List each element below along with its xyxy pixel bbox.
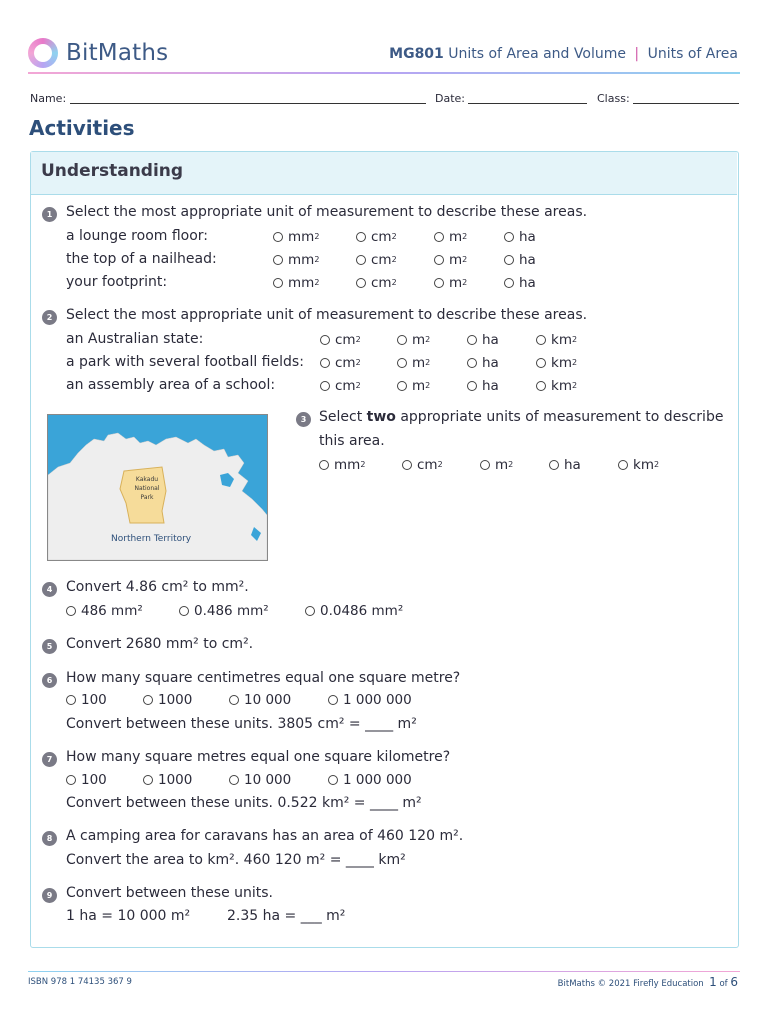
unit-label: ha <box>482 378 499 394</box>
radio-icon[interactable] <box>549 460 559 470</box>
unit-label: ha <box>482 332 499 348</box>
q1-option-cm2[interactable]: cm 2 <box>356 229 397 245</box>
unit-label: km <box>633 457 654 473</box>
q3-option-cm2[interactable]: cm 2 <box>402 457 443 473</box>
question-number-7: 7 <box>42 752 57 767</box>
unit-label: ha <box>482 355 499 371</box>
q4-option[interactable] <box>305 603 403 619</box>
question-9-ask: 2.35 ha = ___ m² <box>227 908 346 924</box>
q2-option-m2[interactable]: m 2 <box>397 378 430 394</box>
question-number-3: 3 <box>296 412 311 427</box>
unit-label: cm <box>335 332 356 348</box>
unit-label: cm <box>371 275 392 291</box>
unit-label: m <box>449 229 463 245</box>
q2-option-ha[interactable] <box>467 378 499 394</box>
q1-option-mm2[interactable]: mm 2 <box>273 275 319 291</box>
radio-icon[interactable] <box>143 775 153 785</box>
radio-icon[interactable] <box>504 232 514 242</box>
class-label: Class: <box>597 92 630 105</box>
radio-icon[interactable] <box>536 381 546 391</box>
unit-label: mm <box>288 229 315 245</box>
radio-icon[interactable] <box>66 695 76 705</box>
park-label-line: Kakadu <box>135 476 159 483</box>
radio-icon[interactable] <box>143 695 153 705</box>
q4-option[interactable] <box>179 603 269 619</box>
radio-icon[interactable] <box>397 358 407 368</box>
question-8-convert: Convert the area to km². 460 120 m² = ____ km² <box>66 852 406 868</box>
q3-option-mm2[interactable]: mm 2 <box>319 457 365 473</box>
unit-label: m <box>449 252 463 268</box>
question-7-text: How many square metres equal one square kilometre? <box>66 749 451 765</box>
option-label: 10 000 <box>244 692 292 708</box>
q1-option-m2[interactable]: m 2 <box>434 275 467 291</box>
radio-icon[interactable] <box>320 381 330 391</box>
unit-title: Units of Area and Volume <box>448 46 626 62</box>
option-label: 0.0486 mm² <box>320 603 404 619</box>
unit-label: cm <box>371 252 392 268</box>
radio-icon[interactable] <box>397 381 407 391</box>
question-1-text: Select the most appropriate unit of measurement to describe these areas. <box>66 204 588 220</box>
q1-option-mm2[interactable]: mm 2 <box>273 229 319 245</box>
q1-row-label: your footprint: <box>66 274 168 290</box>
radio-icon[interactable] <box>320 335 330 345</box>
radio-icon[interactable] <box>434 255 444 265</box>
question-number-6: 6 <box>42 673 57 688</box>
radio-icon[interactable] <box>229 695 239 705</box>
q2-option-m2[interactable]: m 2 <box>397 332 430 348</box>
question-2-text: Select the most appropriate unit of measurement to describe these areas. <box>66 307 588 323</box>
q2-option-m2[interactable]: m 2 <box>397 355 430 371</box>
question-number-4: 4 <box>42 582 57 597</box>
question-number-8: 8 <box>42 831 57 846</box>
name-field[interactable] <box>70 103 426 104</box>
q1-option-mm2[interactable]: mm 2 <box>273 252 319 268</box>
question-number-9: 9 <box>42 888 57 903</box>
question-3-text-line2: this area. <box>319 433 385 449</box>
class-field[interactable] <box>633 103 739 104</box>
radio-icon[interactable] <box>536 358 546 368</box>
q7-option[interactable] <box>328 772 412 788</box>
q4-option[interactable] <box>66 603 143 619</box>
q6-option[interactable] <box>229 692 291 708</box>
option-label: 1000 <box>158 692 193 708</box>
radio-icon[interactable] <box>467 335 477 345</box>
unit-label: cm <box>335 355 356 371</box>
q1-row-label: a lounge room floor: <box>66 228 209 244</box>
date-field[interactable] <box>468 103 587 104</box>
page-total: 6 <box>730 975 738 989</box>
page-number: 1 <box>709 975 717 989</box>
q7-option[interactable] <box>66 772 107 788</box>
q1-option-cm2[interactable]: cm 2 <box>356 252 397 268</box>
radio-icon[interactable] <box>504 255 514 265</box>
bitmaths-logo <box>28 36 168 70</box>
unit-label: cm <box>417 457 438 473</box>
footer-divider <box>28 971 740 972</box>
radio-icon[interactable] <box>273 255 283 265</box>
region-label: Northern Territory <box>111 534 192 544</box>
unit-label: ha <box>519 252 536 268</box>
isbn: ISBN 978 1 74135 367 9 <box>28 977 132 987</box>
q3-text-part: Select <box>319 409 367 425</box>
kakadu-map <box>47 414 268 561</box>
question-9-given: 1 ha = 10 000 m² <box>66 908 191 924</box>
radio-icon[interactable] <box>229 775 239 785</box>
question-4-text: Convert 4.86 cm² to mm². <box>66 579 249 595</box>
q2-row-label: an assembly area of a school: <box>66 377 276 393</box>
unit-label: m <box>412 332 426 348</box>
q3-emphasis: two <box>366 409 396 425</box>
q2-option-km2[interactable]: km 2 <box>536 332 577 348</box>
date-label: Date: <box>435 92 465 105</box>
unit-label: ha <box>564 457 581 473</box>
question-7-convert: Convert between these units. 0.522 km² = ____ m² <box>66 795 422 811</box>
option-label: 486 mm² <box>81 603 143 619</box>
q1-option-ha[interactable] <box>504 275 536 291</box>
unit-label: cm <box>335 378 356 394</box>
q2-row-label: a park with several football fields: <box>66 354 304 370</box>
park-label-line: Park <box>140 494 154 501</box>
page-title: Activities <box>29 116 135 140</box>
unit-label: km <box>551 355 572 371</box>
radio-icon[interactable] <box>179 606 189 616</box>
section-title: Understanding <box>41 161 184 181</box>
unit-label: m <box>449 275 463 291</box>
header-divider <box>28 72 740 74</box>
q3-option-ha[interactable] <box>549 457 581 473</box>
q1-row-label: the top of a nailhead: <box>66 251 217 267</box>
question-3-text <box>319 409 723 425</box>
radio-icon[interactable] <box>273 232 283 242</box>
option-label: 10 000 <box>244 772 292 788</box>
radio-icon[interactable] <box>397 335 407 345</box>
unit-label: m <box>412 378 426 394</box>
unit-label: mm <box>334 457 361 473</box>
radio-icon[interactable] <box>356 232 366 242</box>
course-code: MG801 <box>389 46 444 62</box>
topic-title: Units of Area <box>647 46 738 62</box>
radio-icon[interactable] <box>66 606 76 616</box>
radio-icon[interactable] <box>536 335 546 345</box>
question-6-text: How many square centimetres equal one square metre? <box>66 670 461 686</box>
q3-option-km2[interactable]: km 2 <box>618 457 659 473</box>
header-separator: | <box>634 46 640 62</box>
radio-icon[interactable] <box>467 358 477 368</box>
radio-icon[interactable] <box>328 695 338 705</box>
logo-text: BitMaths <box>66 40 169 66</box>
option-label: 100 <box>81 772 107 788</box>
q6-option[interactable] <box>66 692 107 708</box>
unit-label: mm <box>288 275 315 291</box>
q2-option-km2[interactable]: km 2 <box>536 378 577 394</box>
name-label: Name: <box>30 92 67 105</box>
unit-label: m <box>412 355 426 371</box>
logo-ring-icon <box>28 38 58 68</box>
unit-label: cm <box>371 229 392 245</box>
q2-option-cm2[interactable]: cm 2 <box>320 355 361 371</box>
unit-label: mm <box>288 252 315 268</box>
q2-option-ha[interactable] <box>467 332 499 348</box>
radio-icon[interactable] <box>356 255 366 265</box>
page-of: of <box>719 979 728 989</box>
radio-icon[interactable] <box>66 775 76 785</box>
unit-label: ha <box>519 275 536 291</box>
radio-icon[interactable] <box>356 278 366 288</box>
radio-icon[interactable] <box>618 460 628 470</box>
option-label: 1 000 000 <box>343 692 412 708</box>
q1-option-ha[interactable] <box>504 229 536 245</box>
radio-icon[interactable] <box>434 232 444 242</box>
option-label: 1 000 000 <box>343 772 412 788</box>
park-label-line: National <box>134 485 160 492</box>
question-5-text: Convert 2680 mm² to cm². <box>66 636 254 652</box>
q6-option[interactable] <box>143 692 192 708</box>
q1-option-ha[interactable] <box>504 252 536 268</box>
copyright: BitMaths © 2021 Firefly Education <box>557 979 704 989</box>
q6-option[interactable] <box>328 692 412 708</box>
radio-icon[interactable] <box>434 278 444 288</box>
radio-icon[interactable] <box>320 358 330 368</box>
park-label <box>129 475 165 502</box>
q2-row-label: an Australian state: <box>66 331 204 347</box>
question-number-2: 2 <box>42 310 57 325</box>
radio-icon[interactable] <box>402 460 412 470</box>
radio-icon[interactable] <box>467 381 477 391</box>
unit-label: ha <box>519 229 536 245</box>
q1-option-m2[interactable]: m 2 <box>434 252 467 268</box>
q7-option[interactable] <box>229 772 291 788</box>
q1-option-cm2[interactable]: cm 2 <box>356 275 397 291</box>
radio-icon[interactable] <box>273 278 283 288</box>
unit-label: m <box>495 457 509 473</box>
radio-icon[interactable] <box>504 278 514 288</box>
option-label: 1000 <box>158 772 193 788</box>
question-number-1: 1 <box>42 207 57 222</box>
q3-text-part: appropriate units of measurement to describe <box>395 409 724 425</box>
radio-icon[interactable] <box>305 606 315 616</box>
header-title <box>389 46 738 62</box>
q3-option-m2[interactable]: m 2 <box>480 457 513 473</box>
q1-option-m2[interactable]: m 2 <box>434 229 467 245</box>
question-number-5: 5 <box>42 639 57 654</box>
q2-option-km2[interactable]: km 2 <box>536 355 577 371</box>
footer-right <box>558 975 738 989</box>
radio-icon[interactable] <box>328 775 338 785</box>
radio-icon[interactable] <box>319 460 329 470</box>
unit-label: km <box>551 332 572 348</box>
unit-label: km <box>551 378 572 394</box>
q2-option-ha[interactable] <box>467 355 499 371</box>
q2-option-cm2[interactable]: cm 2 <box>320 332 361 348</box>
option-label: 100 <box>81 692 107 708</box>
radio-icon[interactable] <box>480 460 490 470</box>
question-8-text: A camping area for caravans has an area of 460 120 m². <box>66 828 464 844</box>
q2-option-cm2[interactable]: cm 2 <box>320 378 361 394</box>
option-label: 0.486 mm² <box>194 603 269 619</box>
question-6-convert: Convert between these units. 3805 cm² = ____ m² <box>66 716 417 732</box>
question-9-text: Convert between these units. <box>66 885 273 901</box>
q7-option[interactable] <box>143 772 192 788</box>
